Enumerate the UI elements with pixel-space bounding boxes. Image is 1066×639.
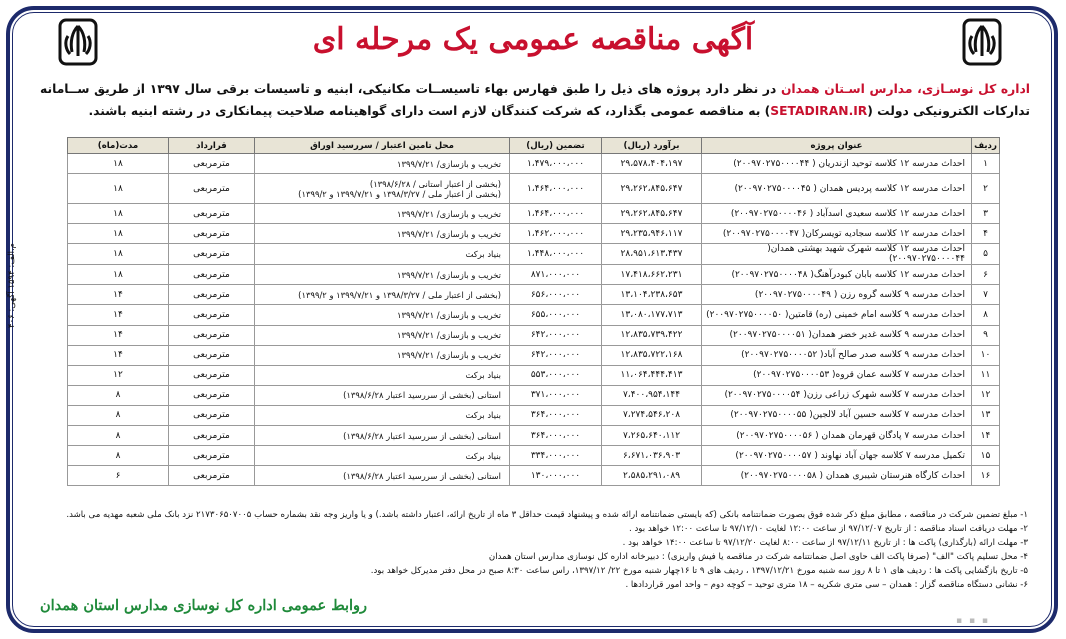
cell-guarantee-text: ۳۷۱،۰۰۰،۰۰۰ [530,390,581,401]
cell-duration [68,265,169,285]
cell-duration-text: ۱۴ [113,330,123,341]
intro-text-1: در نظر دارد پروژه های ذیل را طبق فهارس بهاء تاسیســات مکانیکی، ابنیه و تاسیسات برقی سال ۱۳۹۷ از طریق ســامانه تدارکات الکترونیکی دولت ( [40,82,1030,118]
corner-decoration: ▪ ▪ ▪ [956,616,991,626]
cell-contract-type-text: مترمربعی [193,158,230,169]
cell-row-no-text: ۶ [983,269,988,280]
cell-row-no [972,224,1000,244]
cell-contract-type [169,365,255,385]
cell-contract-type-text: مترمربعی [193,410,230,421]
iran-emblem-icon [58,18,98,66]
cell-contract-type-text: مترمربعی [193,330,230,341]
cell-guarantee [510,305,602,325]
cell-contract-type [169,305,255,325]
cell-row-no [972,345,1000,365]
cell-funding-source [255,405,510,425]
table-row [68,285,1000,305]
cell-funding-source-text: بنیاد برکت [465,410,501,421]
cell-funding-source [255,325,510,345]
cell-duration-text: ۸ [115,450,121,461]
cell-duration-text: ۱۸ [113,269,123,280]
cell-funding-source [255,154,510,174]
cell-contract-type [169,385,255,405]
cell-funding-source-text: تخریب و بازسازی/ ۱۳۹۹/۷/۲۱ [396,310,501,321]
cell-funding-source [255,265,510,285]
cell-duration-text: ۸ [115,410,121,421]
cell-contract-type [169,174,255,204]
cell-duration-text: ۱۴ [113,310,123,321]
cell-duration-text: ۶ [115,470,121,481]
footer-signature: روابط عمومی اداره کل نوسازی مدارس استان همدان [40,597,368,614]
cell-contract-type-text: مترمربعی [193,430,230,441]
cell-row-no-text: ۵ [983,249,988,260]
cell-duration [68,446,169,466]
cell-guarantee-text: ۱،۴۷۹،۰۰۰،۰۰۰ [526,158,585,169]
cell-duration-text: ۱۸ [113,249,123,260]
cell-duration [68,466,169,486]
cell-row-no-text: ۱۰ [980,350,991,361]
cell-contract-type-text: مترمربعی [193,208,230,219]
note-item: ۵- تاریخ بازگشایی پاکت ها : ردیف های ۱ تا ۸ روز سه شنبه مورخ ۱۳۹۷/۱۲/۲۱ ، ردیف های ۹ تا ۱۶چهار شنبه مورخ ۲۲/ ۱۳۹۷/۱۲، راس ساعت ۸:۳۰ صبح در محل دفتر مدیرکل خواهد بود. [370,566,1028,576]
cell-estimate [602,285,702,305]
cell-row-no-text: ۱۵ [980,450,991,461]
cell-estimate-text: ۲،۵۸۵،۲۹۱،۰۸۹ [622,470,681,481]
cell-row-no [972,325,1000,345]
cell-project-title [702,305,972,325]
cell-row-no [972,385,1000,405]
cell-contract-type [169,154,255,174]
cell-duration-text: ۱۸ [113,208,123,219]
note-item: ۴- محل تسلیم پاکت "الف" (صرفا پاکت الف حاوی اصل ضمانتنامه شرکت در مناقصه یا فیش واریزی) : دبیرخانه اداره کل نوسازی مدارس استان همدان [488,552,1028,562]
cell-row-no [972,446,1000,466]
cell-row-no-text: ۱۴ [980,430,991,441]
cell-guarantee-text: ۶۴۲،۰۰۰،۰۰۰ [530,330,581,341]
cell-guarantee [510,244,602,265]
cell-estimate [602,174,702,204]
cell-estimate-text: ۲۸،۹۵۱،۶۱۳،۴۳۷ [620,249,683,260]
cell-estimate [602,325,702,345]
cell-guarantee [510,345,602,365]
cell-funding-source [255,345,510,365]
cell-funding-source-text: تخریب و بازسازی/ ۱۳۹۹/۷/۲۱ [396,158,501,169]
cell-project-title [702,325,972,345]
cell-project-title-text: احداث مدرسه ۹ کلاسه گروه رزن ( ۲۰۰۹۷۰۲۷۵۰۰۰۰۴۹) [754,289,965,300]
cell-row-no-text: ۹ [983,330,988,341]
cell-project-title [702,426,972,446]
cell-contract-type-text: مترمربعی [193,249,230,260]
cell-estimate-text: ۱۳،۰۸۰،۱۷۷،۷۱۳ [620,310,683,321]
cell-duration [68,305,169,325]
cell-contract-type [169,244,255,265]
cell-estimate [602,244,702,265]
cell-funding-source-text: تخریب و بازسازی/ ۱۳۹۹/۷/۲۱ [396,350,501,361]
cell-guarantee [510,325,602,345]
cell-row-no-text: ۱ [983,158,988,169]
cell-funding-source [255,446,510,466]
cell-row-no [972,365,1000,385]
cell-contract-type [169,405,255,425]
cell-duration [68,224,169,244]
cell-estimate-text: ۲۹،۲۶۲،۸۴۵،۶۴۷ [620,208,683,219]
cell-contract-type [169,325,255,345]
cell-estimate [602,345,702,365]
cell-duration-text: ۸ [115,390,121,401]
cell-project-title [702,385,972,405]
cell-funding-source [255,204,510,224]
cell-contract-type-text: مترمربعی [193,470,230,481]
cell-estimate [602,466,702,486]
cell-project-title-text: احداث مدرسه ۷ کلاسه عمان قروه( ۲۰۰۹۷۰۲۷۵۰۰۰۰۵۳) [753,370,965,381]
cell-contract-type-text: مترمربعی [193,269,230,280]
cell-estimate [602,224,702,244]
cell-funding-source-text: استانی (بخشی از سررسید اعتبار ۱۳۹۸/۶/۲۸) [343,390,501,401]
table-row [68,244,1000,265]
cell-duration-text: ۱۲ [113,370,123,381]
cell-contract-type [169,285,255,305]
cell-duration [68,345,169,365]
cell-row-no [972,466,1000,486]
cell-project-title [702,466,972,486]
cell-contract-type-text: مترمربعی [193,289,230,300]
cell-funding-source-text: بنیاد برکت [465,370,501,381]
cell-funding-source-text: تخریب و بازسازی/ ۱۳۹۹/۷/۲۱ [396,269,501,280]
cell-row-no [972,426,1000,446]
cell-row-no [972,305,1000,325]
cell-funding-source [255,385,510,405]
table-row [68,154,1000,174]
cell-guarantee-text: ۶۵۵،۰۰۰،۰۰۰ [530,310,581,321]
cell-project-title [702,224,972,244]
cell-funding-source-text: تخریب و بازسازی/ ۱۳۹۹/۷/۲۱ [396,208,501,219]
table-row [68,204,1000,224]
cell-guarantee [510,154,602,174]
cell-project-title-text: احداث مدرسه ۷ کلاسه حسین آباد لالجین( ۲۰۰۹۷۰۲۷۵۰۰۰۰۵۵) [730,410,965,421]
cell-contract-type [169,466,255,486]
cell-duration [68,174,169,204]
cell-guarantee-text: ۱،۴۶۲،۰۰۰،۰۰۰ [526,228,585,239]
ad-title: آگهی مناقصه عمومی یک مرحله ای [312,22,754,57]
cell-estimate-text: ۲۹،۵۷۸،۴۰۴،۱۹۷ [620,158,683,169]
cell-funding-source-text: تخریب و بازسازی/ ۱۳۹۹/۷/۲۱ [396,228,501,239]
cell-funding-source-text: تخریب و بازسازی/ ۱۳۹۹/۷/۲۱ [396,330,501,341]
table-body [68,154,1000,486]
cell-project-title [702,265,972,285]
cell-row-no [972,204,1000,224]
col-header-contract: قرارداد [169,138,255,154]
cell-guarantee [510,204,602,224]
cell-funding-source-text: (بخشی از اعتبار ملی / ۱۳۹۸/۳/۲۷ و ۱۳۹۹/۷/۲۱ و ۱۳۹۹/۲) [298,289,501,300]
table-row [68,405,1000,425]
table-row [68,345,1000,365]
cell-estimate-text: ۱۱،۰۶۴،۴۴۴،۴۱۳ [620,370,683,381]
col-header-estimate: برآورد (ریال) [602,138,702,154]
note-item: ۱- مبلغ تضمین شرکت در مناقصه ، مطابق مبلغ ذکر شده فوق بصورت ضمانتنامه بانکی (که بایستی ضمانتنامه ارائه شده و پیشنهاد قیمت حداقل ۳ ماه از تاریخ ارائه، اعتبار داشته باشد.) و یا واریز وجه نقد بشماره حساب ۲۱۷۳۰۶۵۰۷۰۰۵ نزد بانک ملی شعبه مهدیه می باشد. [66,510,1028,520]
table-header-row [68,138,1000,154]
cell-contract-type-text: مترمربعی [193,370,230,381]
cell-contract-type-text: مترمربعی [193,350,230,361]
cell-project-title [702,204,972,224]
cell-estimate [602,446,702,466]
col-header-row-no: ردیف [972,138,1000,154]
cell-project-title-text: احداث مدرسه ۹ کلاسه صدر صالح آباد( ۲۰۰۹۷۰۲۷۵۰۰۰۰۵۲) [741,350,965,361]
cell-estimate [602,365,702,385]
table-row [68,426,1000,446]
cell-project-title [702,365,972,385]
cell-funding-source-text: بنیاد برکت [465,249,501,260]
side-reference-note: م.الف: ۱۵۹۴ آگهی: ۴۰۶ [7,243,17,329]
cell-row-no [972,285,1000,305]
cell-guarantee-text: ۶۴۲،۰۰۰،۰۰۰ [530,350,581,361]
cell-guarantee [510,385,602,405]
cell-contract-type [169,446,255,466]
cell-funding-source-text-2: (بخشی از اعتبار ملی / ۱۳۹۸/۳/۲۷ و ۱۳۹۹/۷/۲۱ و ۱۳۹۹/۲) [298,188,501,199]
cell-row-no-text: ۱۳ [980,410,991,421]
cell-estimate [602,154,702,174]
table-row [68,365,1000,385]
setad-link[interactable]: SETADIRAN.IR [770,104,868,118]
cell-estimate-text: ۷،۲۶۵،۶۴۰،۱۱۲ [622,430,681,441]
col-header-title: عنوان پروژه [702,138,972,154]
cell-project-title-text: احداث مدرسه ۷ کلاسه شهرک زراعی رزن( ۲۰۰۹۷۰۲۷۵۰۰۰۰۵۴) [724,390,965,401]
cell-duration [68,365,169,385]
cell-row-no-text: ۱۲ [980,390,991,401]
cell-funding-source [255,426,510,446]
cell-project-title [702,446,972,466]
cell-funding-source [255,244,510,265]
table-row [68,466,1000,486]
projects-table [67,137,1000,486]
cell-estimate-text: ۱۳،۱۰۴،۲۳۸،۶۵۳ [620,289,683,300]
cell-duration [68,154,169,174]
cell-duration-text: ۱۸ [113,183,123,194]
cell-estimate-text: ۶،۶۷۱،۰۳۶،۹۰۳ [622,450,681,461]
cell-project-title-text: احداث مدرسه ۱۲ کلاسه سعیدی اسدآباد ( ۲۰۰۹۷۰۲۷۵۰۰۰۰۴۶) [730,208,965,219]
cell-guarantee-text: ۱،۴۶۴،۰۰۰،۰۰۰ [526,208,585,219]
cell-guarantee [510,466,602,486]
cell-duration-text: ۱۴ [113,289,123,300]
cell-project-title [702,174,972,204]
cell-guarantee [510,405,602,425]
cell-duration [68,325,169,345]
cell-funding-source [255,466,510,486]
cell-funding-source [255,174,510,204]
cell-guarantee-text: ۱،۴۶۴،۰۰۰،۰۰۰ [526,183,585,194]
notes-section [40,508,1028,592]
cell-funding-source [255,365,510,385]
cell-estimate [602,204,702,224]
cell-project-title-text: احداث مدرسه ۱۲ کلاسه سجادیه تویسرکان( ۲۰۰۹۷۰۲۷۵۰۰۰۰۴۷) [722,228,965,239]
cell-funding-source [255,224,510,244]
table-row [68,265,1000,285]
cell-guarantee-text: ۳۶۴،۰۰۰،۰۰۰ [530,430,581,441]
cell-contract-type [169,426,255,446]
cell-guarantee [510,365,602,385]
cell-estimate-text: ۷،۴۰۰،۹۵۴،۱۴۴ [622,390,681,401]
cell-guarantee [510,174,602,204]
cell-row-no-text: ۸ [983,310,988,321]
table-row [68,224,1000,244]
col-header-source: محل تامین اعتبار / سررسید اوراق [255,138,510,154]
col-header-duration: مدت(ماه) [68,138,169,154]
cell-project-title [702,154,972,174]
cell-estimate-text: ۱۲،۸۳۵،۷۲۲،۱۶۸ [620,350,683,361]
iran-emblem-icon [962,18,1002,66]
cell-project-title [702,244,972,265]
cell-estimate [602,305,702,325]
cell-duration [68,244,169,265]
cell-row-no-text: ۳ [983,208,988,219]
cell-estimate-text: ۱۷،۴۱۸،۶۶۲،۲۳۱ [620,269,683,280]
cell-estimate [602,426,702,446]
cell-project-title-text: احداث مدرسه ۱۲ کلاسه شهرک شهید بهشتی همدان( ۲۰۰۹۷۰۲۷۵۰۰۰۰۴۴) [767,244,965,265]
cell-duration-text: ۱۸ [113,158,123,169]
cell-funding-source [255,305,510,325]
cell-contract-type-text: مترمربعی [193,183,230,194]
table-row [68,446,1000,466]
cell-project-title-text: تکمیل مدرسه ۷ کلاسه جهان آباد نهاوند ( ۲۰۰۹۷۰۲۷۵۰۰۰۰۵۷) [735,450,965,461]
cell-contract-type [169,345,255,365]
cell-guarantee [510,265,602,285]
cell-guarantee-text: ۱،۴۴۸،۰۰۰،۰۰۰ [526,249,585,260]
cell-guarantee-text: ۶۵۶،۰۰۰،۰۰۰ [530,289,581,300]
cell-funding-source-text: استانی (بخشی از سررسید اعتبار ۱۳۹۸/۶/۲۸) [343,470,501,481]
cell-project-title-text: احداث مدرسه ۱۲ کلاسه پردیس همدان ( ۲۰۰۹۷۰۲۷۵۰۰۰۰۴۵) [734,183,965,194]
cell-row-no-text: ۱۶ [980,470,991,481]
cell-estimate-text: ۷،۲۷۴،۵۴۶،۲۰۸ [622,410,681,421]
intro-org: اداره کل نوسـازی، مدارس اسـتان همدان [780,82,1030,96]
cell-funding-source-text: (بخشی از اعتبار استانی / ۱۳۹۸/۶/۲۸) [369,178,501,189]
cell-estimate-text: ۱۲،۸۳۵،۷۳۹،۴۲۲ [620,330,683,341]
cell-contract-type-text: مترمربعی [193,390,230,401]
table-row [68,325,1000,345]
cell-guarantee [510,285,602,305]
cell-row-no [972,174,1000,204]
cell-estimate [602,265,702,285]
cell-row-no [972,265,1000,285]
cell-contract-type-text: مترمربعی [193,450,230,461]
cell-contract-type-text: مترمربعی [193,310,230,321]
cell-project-title-text: احداث کارگاه هنرستان شیبری همدان ( ۲۰۰۹۷۰۲۷۵۰۰۰۰۵۸) [740,470,965,481]
cell-row-no-text: ۷ [983,289,988,300]
cell-contract-type [169,265,255,285]
cell-project-title [702,285,972,305]
table-row [68,385,1000,405]
cell-guarantee-text: ۱۳۰،۰۰۰،۰۰۰ [530,470,581,481]
intro-paragraph [40,78,1030,122]
cell-estimate [602,385,702,405]
cell-project-title-text: احداث مدرسه ۱۲ کلاسه بابان کبودرآهنگ( ۲۰۰۹۷۰۲۷۵۰۰۰۰۴۸) [731,269,965,280]
cell-project-title-text: احداث مدرسه ۹ کلاسه امام خمینی (ره) قامتین( ۲۰۰۹۷۰۲۷۵۰۰۰۰۵۰) [706,310,965,321]
cell-guarantee-text: ۸۷۱،۰۰۰،۰۰۰ [530,269,581,280]
cell-duration [68,385,169,405]
cell-row-no [972,154,1000,174]
cell-duration-text: ۸ [115,430,121,441]
cell-estimate-text: ۲۹،۲۶۲،۸۴۵،۶۴۷ [620,183,683,194]
cell-duration [68,204,169,224]
cell-row-no-text: ۴ [983,228,988,239]
cell-guarantee [510,446,602,466]
cell-row-no [972,405,1000,425]
table-row [68,174,1000,204]
cell-funding-source-text: بنیاد برکت [465,450,501,461]
cell-duration [68,405,169,425]
cell-row-no-text: ۲ [983,183,988,194]
cell-project-title-text: احداث مدرسه ۹ کلاسه غدیر خضر همدان( ۲۰۰۹۷۰۲۷۵۰۰۰۰۵۱) [729,330,965,341]
cell-guarantee-text: ۳۶۴،۰۰۰،۰۰۰ [530,410,581,421]
intro-text-2: ) به مناقصه عمومی بگذارد، که شرکت کنندگان لازم است دارای گواهینامه صلاحیت پیمانکاری در رشته ابنیه باشند. [88,104,771,118]
table-row [68,305,1000,325]
cell-project-title [702,405,972,425]
cell-duration [68,285,169,305]
cell-estimate-text: ۲۹،۲۳۵،۹۴۶،۱۱۷ [620,228,683,239]
note-item: ۲- مهلت دریافت اسناد مناقصه : از تاریخ ۹۷/۱۲/۰۷ از ساعت ۱۲:۰۰ لغایت ۹۷/۱۲/۱۰ تا ساعت ۱۲:۰۰ خواهد بود . [628,524,1028,534]
cell-row-no-text: ۱۱ [980,370,991,381]
cell-contract-type [169,224,255,244]
cell-guarantee-text: ۳۳۴،۰۰۰،۰۰۰ [530,450,581,461]
cell-duration-text: ۱۴ [113,350,123,361]
cell-project-title [702,345,972,365]
cell-guarantee [510,224,602,244]
cell-contract-type [169,204,255,224]
cell-guarantee [510,426,602,446]
cell-duration [68,426,169,446]
cell-guarantee-text: ۵۵۳،۰۰۰،۰۰۰ [530,370,581,381]
cell-project-title-text: احداث مدرسه ۷ پادگان قهرمان همدان ( ۲۰۰۹۷۰۲۷۵۰۰۰۰۵۶) [736,430,965,441]
cell-row-no [972,244,1000,265]
note-item: ۶- نشانی دستگاه مناقصه گزار : همدان – سی متری شکریه – ۱۸ متری توحید – کوچه دوم – واحد امور قراردادها . [625,580,1028,590]
note-item: ۳- مهلت ارائه (بارگذاری) پاکت ها : از تاریخ ۹۷/۱۲/۱۱ از ساعت ۸:۰۰ لغایت ۹۷/۱۲/۲۰ تا ساعت ۱۴:۰۰ خواهد بود . [622,538,1028,548]
cell-project-title-text: احداث مدرسه ۱۲ کلاسه توحید ازندریان ( ۲۰۰۹۷۰۲۷۵۰۰۰۰۴۴) [733,158,965,169]
col-header-guarantee: تضمین (ریال) [510,138,602,154]
cell-funding-source-text: استانی (بخشی از سررسید اعتبار ۱۳۹۸/۶/۲۸) [343,430,501,441]
cell-estimate [602,405,702,425]
cell-funding-source [255,285,510,305]
cell-duration-text: ۱۸ [113,228,123,239]
cell-contract-type-text: مترمربعی [193,228,230,239]
